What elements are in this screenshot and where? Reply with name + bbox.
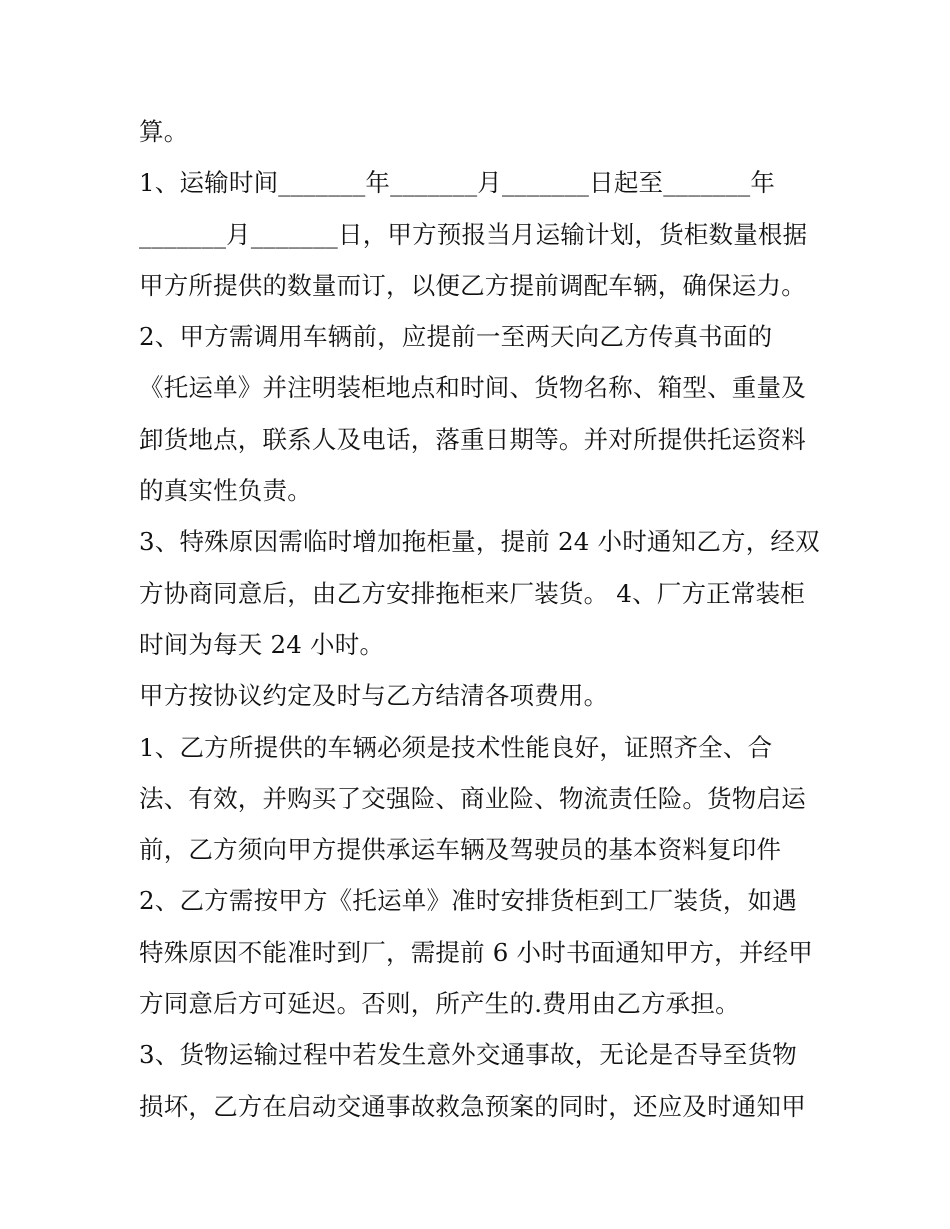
document-line: 前，乙方须向甲方提供承运车辆及驾驶员的基本资料复印件 — [139, 835, 782, 865]
document-line: 1、乙方所提供的车辆必须是技术性能良好，证照齐全、合 — [139, 732, 773, 762]
document-line: 损坏，乙方在启动交通事故救急预案的同时，还应及时通知甲 — [139, 1091, 806, 1121]
document-line: 的真实性负责。 — [139, 476, 312, 506]
document-line: 方同意后方可延迟。否则，所产生的.费用由乙方承担。 — [139, 989, 740, 1019]
document-line: 时间为每天 24 小时。 — [139, 629, 385, 659]
document-line: 2、乙方需按甲方《托运单》准时安排货柜到工厂装货，如遇 — [139, 886, 797, 916]
document-line: 2、甲方需调用车辆前，应提前一至两天向乙方传真书面的 — [139, 322, 773, 352]
document-line: 1、运输时间_______年_______月_______日起至_______年 — [139, 168, 776, 198]
document-line: 3、特殊原因需临时增加拖柜量，提前 24 小时通知乙方，经双 — [139, 527, 820, 557]
document-line: 特殊原因不能准时到厂，需提前 6 小时书面通知甲方，并经甲 — [139, 937, 813, 967]
document-line: 甲方按协议约定及时与乙方结清各项费用。 — [139, 681, 609, 711]
document-line: 法、有效，并购买了交强险、商业险、物流责任险。货物启运 — [139, 783, 806, 813]
document-body — [139, 106, 819, 1132]
document-line: _______月_______日，甲方预报当月运输计划，货柜数量根据 — [139, 219, 808, 249]
document-line: 3、货物运输过程中若发生意外交通事故，无论是否导至货物 — [139, 1040, 797, 1070]
document-line: 卸货地点，联系人及电话，落重日期等。并对所提供托运资料 — [139, 424, 806, 454]
document-line: 《托运单》并注明装柜地点和时间、货物名称、箱型、重量及 — [139, 373, 806, 403]
document-line: 算。 — [139, 117, 189, 146]
document-line: 方协商同意后，由乙方安排拖柜来厂装货。 4、厂方正常装柜 — [139, 578, 805, 608]
document-line: 甲方所提供的数量而订，以便乙方提前调配车辆，确保运力。 — [139, 270, 806, 300]
